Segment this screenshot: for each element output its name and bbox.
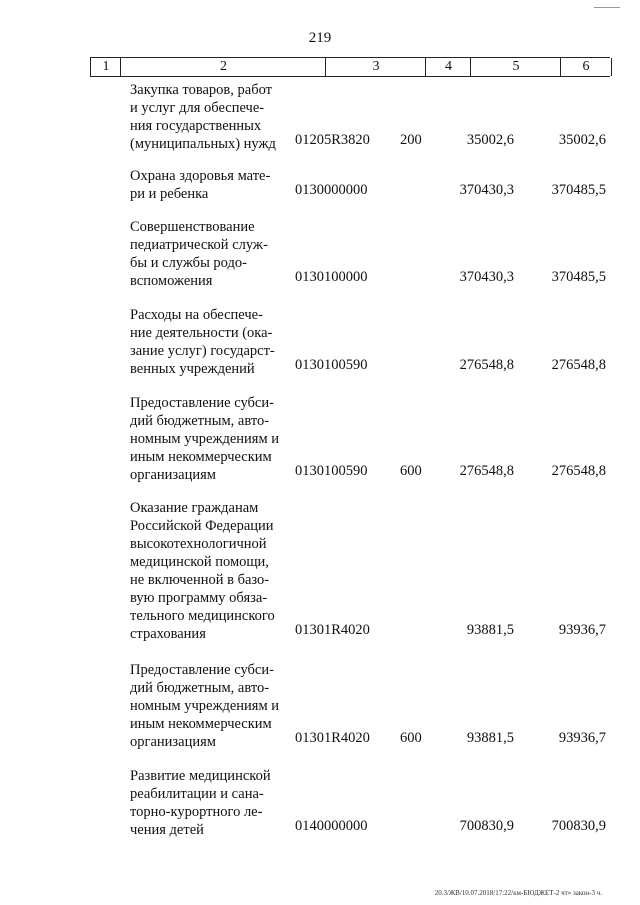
description-line: номным учреждениям и: [130, 698, 280, 714]
row-description: [130, 306, 280, 378]
row-description: [130, 394, 280, 484]
row-sum-col5: 370430,3: [459, 269, 514, 285]
row-description: [130, 499, 280, 643]
row-code: 0130100000: [295, 269, 368, 285]
description-line: Оказание гражданам: [130, 500, 259, 516]
row-description: [130, 661, 280, 751]
description-line: вспоможения: [130, 273, 213, 289]
description-line: зание услуг) государст-: [130, 343, 275, 359]
header-cell-4: 4: [425, 58, 471, 76]
description-line: ри и ребенка: [130, 186, 209, 202]
row-sum-col6: 370485,5: [551, 269, 606, 285]
header-cell-5: 5: [470, 58, 561, 76]
description-line: организациям: [130, 467, 216, 483]
description-line: номным учреждениям и: [130, 431, 280, 447]
row-description: [130, 767, 280, 839]
row-sum-col5: 93881,5: [466, 730, 514, 746]
row-sum-col5: 93881,5: [466, 622, 514, 638]
description-line: иным некоммерческим: [130, 449, 272, 465]
description-line: бы и службы родо-: [130, 255, 247, 271]
description-line: и услуг для обеспече-: [130, 100, 265, 116]
description-line: Закупка товаров, работ: [130, 82, 272, 98]
row-code: 0140000000: [295, 818, 368, 834]
row-sum-col5: 370430,3: [459, 182, 514, 198]
description-line: Российской Федерации: [130, 518, 274, 534]
row-sum-col5: 35002,6: [466, 132, 514, 148]
description-line: тельного медицинского: [130, 608, 275, 624]
row-code: 01301R4020: [295, 730, 370, 746]
row-sum-col6: 700830,9: [551, 818, 606, 834]
row-sum-col6: 370485,5: [551, 182, 606, 198]
description-line: ние деятельности (ока-: [130, 325, 273, 341]
row-sum-col5: 700830,9: [459, 818, 514, 834]
header-cell-2: 2: [120, 58, 326, 76]
row-sum-col6: 276548,8: [551, 463, 606, 479]
row-code: 0130100590: [295, 357, 368, 373]
row-sum-col6: 93936,7: [558, 622, 606, 638]
row-expense-type: 600: [400, 730, 422, 746]
row-sum-col6: 35002,6: [558, 132, 606, 148]
description-line: Развитие медицинской: [130, 768, 271, 784]
row-code: 0130000000: [295, 182, 368, 198]
description-line: (муниципальных) нужд: [130, 136, 276, 152]
row-code: 01301R4020: [295, 622, 370, 638]
description-line: чения детей: [130, 822, 204, 838]
description-line: организациям: [130, 734, 216, 750]
row-description: [130, 218, 280, 290]
row-sum-col5: 276548,8: [459, 357, 514, 373]
description-line: педиатрической служ-: [130, 237, 268, 253]
description-line: медицинской помощи,: [130, 554, 269, 570]
description-line: высокотехнологичной: [130, 536, 267, 552]
header-cell-6: 6: [560, 58, 612, 76]
corner-mark: [594, 7, 620, 8]
description-line: венных учреждений: [130, 361, 255, 377]
description-line: ния государственных: [130, 118, 262, 134]
description-line: вую программу обяза-: [130, 590, 268, 606]
description-line: торно-курортного ле-: [130, 804, 263, 820]
header-cell-1: 1: [90, 58, 121, 76]
row-sum-col5: 276548,8: [459, 463, 514, 479]
footer-note: 20.3/ЖВ/10.07.2018/17:22/км-БЮДЖЕТ-2 чт» закон-3 ч.: [434, 889, 602, 897]
description-line: дий бюджетным, авто-: [130, 413, 270, 429]
description-line: Предоставление субси-: [130, 395, 274, 411]
row-code: 0130100590: [295, 463, 368, 479]
row-description: [130, 81, 280, 153]
description-line: Расходы на обеспече-: [130, 307, 263, 323]
description-line: страхования: [130, 626, 206, 642]
description-line: Охрана здоровья мате-: [130, 168, 271, 184]
row-sum-col6: 93936,7: [558, 730, 606, 746]
table-header-row: [90, 57, 610, 77]
description-line: дий бюджетным, авто-: [130, 680, 270, 696]
description-line: Предоставление субси-: [130, 662, 274, 678]
row-description: [130, 167, 280, 203]
row-expense-type: 600: [400, 463, 422, 479]
row-code: 01205R3820: [295, 132, 370, 148]
row-expense-type: 200: [400, 132, 422, 148]
description-line: реабилитации и сана-: [130, 786, 264, 802]
description-line: иным некоммерческим: [130, 716, 272, 732]
header-cell-3: 3: [325, 58, 426, 76]
row-sum-col6: 276548,8: [551, 357, 606, 373]
page-number: 219: [308, 30, 332, 46]
description-line: не включенной в базо-: [130, 572, 270, 588]
description-line: Совершенствование: [130, 219, 255, 235]
